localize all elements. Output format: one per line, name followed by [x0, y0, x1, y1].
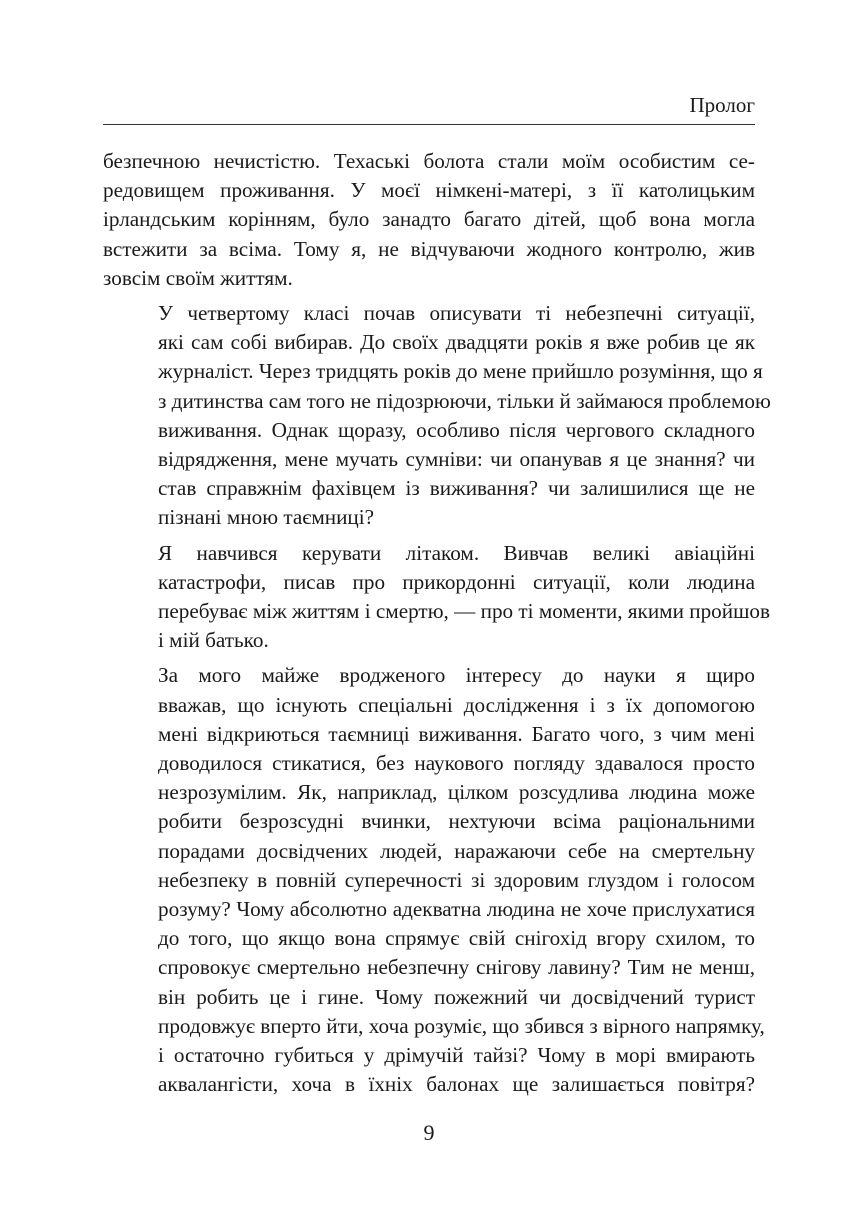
- text-line: редовищем проживання. У моєї німкені-матері, з її католицьким: [103, 178, 755, 203]
- text-line: і остаточно губиться у дрімучій тайзі? Чому в морі вмирають: [158, 1043, 755, 1068]
- text-line: відрядження, мене мучать сумніви: чи опанував я це знання? чи: [158, 447, 755, 472]
- header-rule: [103, 124, 755, 125]
- text-line: і мій батько.: [158, 628, 269, 653]
- text-line: став справжнім фахівцем із виживання? чи залишилися ще не: [158, 476, 755, 501]
- text-line: У четвертому класі почав описувати ті небезпечні ситуації,: [158, 301, 755, 326]
- body-text: [103, 147, 771, 1106]
- paragraph: [103, 147, 755, 293]
- text-line: виживання. Однак щоразу, особливо після чергового складного: [158, 417, 755, 442]
- text-line: він робить це і гине. Чому пожежний чи досвідчений турист: [158, 984, 755, 1009]
- page-number: 9: [423, 1120, 435, 1145]
- text-line: розуму? Чому абсолютно адекватна людина не хоче прислухатися: [158, 897, 755, 922]
- text-line: незрозумілим. Як, наприклад, цілком розсудлива людина може: [158, 780, 755, 805]
- text-line: ірландським корінням, було занадто багато дітей, щоб вона могла: [103, 207, 755, 232]
- text-line: катастрофи, писав про прикордонні ситуації, коли людина: [158, 569, 755, 594]
- text-line: небезпеку в повній суперечності зі здоровим глуздом і голосом: [158, 867, 755, 892]
- text-line: безпечною нечистістю. Техаські болота стали моїм особистим се-: [103, 149, 755, 173]
- text-line: встежити за всіма. Тому я, не відчуваючи жодного контролю, жив: [103, 236, 755, 261]
- text-line: робити безрозсудні вчинки, нехтуючи всіма раціональними: [158, 809, 755, 834]
- running-title: Пролог: [689, 93, 755, 117]
- text-line: пізнані мною таємниці?: [158, 505, 375, 530]
- text-line: спровокує смертельно небезпечну снігову лавину? Тим не менш,: [158, 955, 755, 980]
- text-line: до того, що якщо вона спрямує свій снігохід вгору схилом, то: [158, 926, 755, 951]
- text-line: з дитинства сам того не підозрюючи, тільки й займаюся проблемою: [158, 388, 771, 413]
- text-line: перебуває між життям і смертю, — про ті моменти, якими пройшов: [158, 599, 771, 624]
- text-line: зовсім своїм життям.: [103, 265, 293, 290]
- text-line: аквалангісти, хоча в їхніх балонах ще залишається повітря?: [158, 1072, 755, 1097]
- text-line: які сам собі вибирав. До своїх двадцяти років я вже робив це як: [158, 330, 755, 355]
- paragraph: [103, 539, 771, 656]
- text-line: вважав, що існують спеціальні дослідження і з їх допомогою: [158, 692, 755, 717]
- text-line: За мого майже вродженого інтересу до науки я щиро: [158, 663, 755, 688]
- paragraph: [103, 661, 765, 1099]
- text-line: порадами досвідчених людей, наражаючи себе на смертельну: [158, 838, 755, 863]
- text-line: журналіст. Через тридцять років до мене прийшло розуміння, що я: [158, 359, 763, 384]
- paragraph: [103, 299, 771, 533]
- text-line: доводилося стикатися, без наукового погляду здавалося просто: [158, 751, 755, 776]
- text-line: Я навчився керувати літаком. Вивчав великі авіаційні: [158, 540, 755, 565]
- text-line: продовжує вперто йти, хоча розуміє, що збився з вірного напрямку,: [158, 1013, 765, 1038]
- text-line: мені відкриються таємниці виживання. Багато чого, з чим мені: [158, 721, 755, 746]
